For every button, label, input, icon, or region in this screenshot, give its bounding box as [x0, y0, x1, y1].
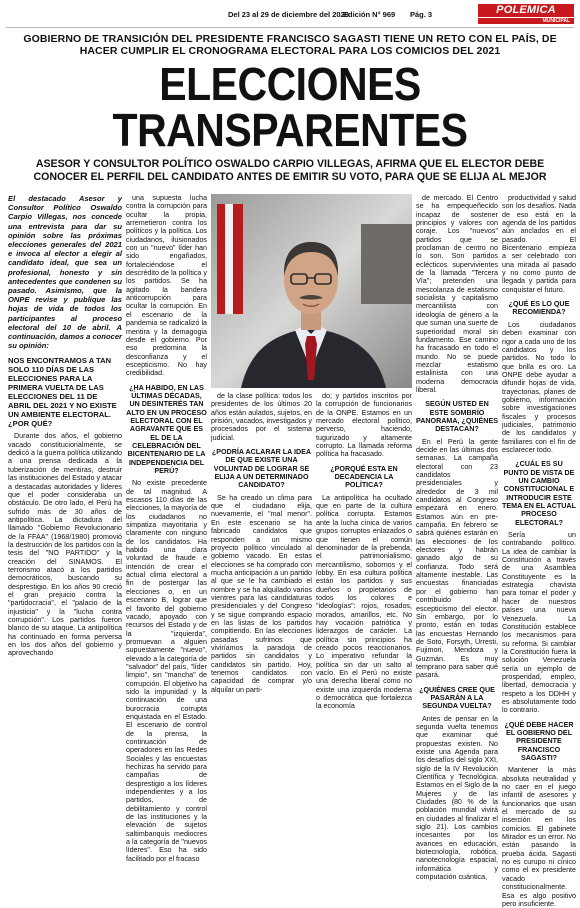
question-heading: ¿QUIÉNES CREE QUE PASARÁN A LA SEGUNDA VUELTA? [419, 685, 495, 711]
article-column-5 [416, 194, 498, 882]
intro-paragraph: El destacado Asesor y Consultor Político Oswaldo Carpio Villegas, nos concede una entrevista para dar su opinión sobre las próximas elecciones generales del 2021 e invoca al elector a elegir al candidato ideal, que sea un profesional, honesto y sin antecedentes que condenen su pasado. Asimismo, que la ONPE revise y publique las hojas de vida de todos los participantes al proceso electoral del 10 de abril. A continuación, damos a conocer su opinión: [8, 194, 122, 351]
kicker-text: GOBIERNO DE TRANSICIÓN DEL PRESIDENTE FRANCISCO SAGASTI TIENE UN RETO CON EL PAÍS, DE HACER CUMPLIR EL CRONOGRAMA ELECTORAL PARA LOS COMICIOS DEL 2021 [23, 33, 557, 57]
article-column-6 [502, 194, 576, 908]
question-heading: SEGÚN USTED EN ESTE SOMBRÍO PANORAMA, ¿QUIÉNES DESTACAN? [416, 400, 498, 434]
answer-paragraph: La antipolítica ha ocultado que en parte de la cultura política corrupta. Estamos ante la lucha cínica de varios grupos corruptos enlazados o que tienen el común denominador de la prebenda, el patrimonialismo, mercantilismo, sobornos y el lobby. En esa cultura política están los partidos y sus dueños o propietarios de todos los colores e "ideologías": rojos, rosados, morados, amarillos, etc. No hay vocación patriótica y liderazgos de carácter. La política sin principios ha creado pocos reaccionarios. Lo imperativo refundar la política sin dar un salto al vacío. En el Perú no existe una derecha liberal como no existe una izquierda moderna o democrática que fortalezca la economía [316, 493, 412, 711]
edition-number: Edición N° 969 [343, 10, 396, 19]
publication-logo [478, 4, 574, 24]
answer-paragraph: Antes de pensar en la segunda vuelta tenemos que examinar qué propuestas existen. No existe una Agenda para los desafíos del siglo XXI, siglo de la IV Revolución Científica y Tecnológica. Estamos en el Siglo de la Mujeres y de las Ciudades (80 % de la población mundial vivirá en ciudades al finalizar el siglo 21). Los cambios incesantes por los avances en educación, biotecnología, robótica, nanotecnología espacial, informática y computación cuántica, [416, 714, 498, 882]
body-paragraph: de la clase política: todos los presidentes de los últimos 20 años están aulados, sujetos, en prisión, vacados, investigados y procesados por el sistema judicial. [211, 392, 312, 442]
headline-line-1: ELECCIONES [159, 58, 421, 111]
page-header [0, 0, 580, 28]
answer-paragraph: Se ha creado un clima para que el ciudadano elija, nuevamente, el "mal menor". En este escenario se ha fabricado candidatos que responden a un mismo proyecto político vinculado al gobierno vacado. En estas elecciones se ha comprado con mucha anticipación a un partido al que se le ha cambiado el nombre y se ha alquilado varios vientres para las candidaturas presidenciales y del Congreso y se sigue comprando espacio en las listas de los partidos compitiendo. En las elecciones pasadas sufrimos que viviríamos la paradoja de partidos sin candidatos y candidatos sin partido. Hoy, tenemos candidatos con capacidad de comprar y/o alquilar un parti- [211, 493, 312, 694]
article-column-2 [126, 194, 207, 863]
answer-paragraph: Sería un contrabando político. La idea de cambiar la Constitución a través de una Asamblea Constituyente es la estrategia chavista para tomar el poder y hacer de nuestros países una nueva Venezuela. La Constitución establece los mecanismos para su reforma. Si cambiar la Constitución fuera la solución Venezuela sería un ejemplo de prosperidad, empleo, libertad, democracia y respeto a los DDHH y es absolutamente todo lo contrario. [502, 531, 576, 715]
portrait-illustration [211, 194, 412, 388]
logo-text: POLEMICA [478, 4, 574, 17]
answer-paragraph: Mantener la más absoluta neutralidad y no caer en el juego infantil de asesores y funcionarios que usan el mercado de su inserción en los comicios. El gabinete Mirador es un error. No están pasando la prueba ácida. Sagasti no es curupo ni cínico como el ex presidente vacado constitucionalmente. Esa es algo positivo pero insuficiente. [502, 766, 576, 908]
logo-subtitle: MUNICIPAL [478, 18, 574, 24]
body-paragraph: productividad y salud son los desafíos. Nada de eso está en la agenda de los partidos aún anclados en el pasado. El Bicentenario empieza a ser celebrado con una mirada al pasado y no como punto de llegada y partida para conquistar el futuro. [502, 194, 576, 294]
question-heading: ¿PORQUÉ ESTA EN DECADENCIA LA POLÍTICA? [330, 464, 398, 490]
question-heading: ¿PODRÍA ACLARAR LA IDEA DE QUE EXISTE UNA VOLUNTAD DE LOGRAR SE ELIJA A UN DETERMINADO CANDIDATO? [211, 448, 312, 490]
body-paragraph: do; y partidos inscritos por la corrupción de funcionarios de la ONPE. Estamos en un mercado electoral político, perverso, haciendo, tugurizado y altamente corrupto. La llamada reforma política ha fracasado. [316, 392, 412, 459]
body-paragraph: de mercado. El Centro se ha empequeñecido incapaz de sostener principios y valores con coraje. Los "nuevos" partidos que se proclaman de centro no lo son. Son partidos eclécticos supervivientes de la llamada "Tercera Vía"; pretenden una mescolanza de estatismo socialista y capitalismo mercantilista con ideología de género a la que suman una suerte de superioridad moral sin fundamento. Ese camino ha fracasado en todo el mundo. No se puede mezclar estatismo estalinista con una moderna democracia liberal. [416, 194, 498, 394]
answer-paragraph: Los ciudadanos deben examinar con rigor a cada uno de los candidatos y los partidos. No todo lo que brilla es oro. La ONPE debe ayudar a difundir hojas de vida, trayectorias, planes de gobierno, información sobre investigaciones fiscales y procesos judiciales, patrimonio de los candidatos y familiares con el fin de esclarecer todo. [502, 320, 576, 454]
question-heading: NOS ENCONTRAMOS A TAN SOLO 110 DÍAS DE LAS ELECCIONES PARA LA PRIMERA VUELTA DE LAS ELECCIONES DEL 11 DE ABRIL DEL 2021 Y NO EXISTE UN AMBIENTE ELECTORAL. ¿POR QUÉ? [8, 356, 117, 429]
answer-paragraph: No existe precedente de tal magnitud. A escasos 110 días de las elecciones, la mayoría de los ciudadanos no simpatiza mayoritaria y claramente con ninguno de los candidatos. Ha habido una clara voluntad de fraude e intención de crear el actual clima electoral a fin de postergar las elecciones o, en un escenario B, lograr que el favorito del gobierno vacado, apoyado con recursos del Estado y de la "izquierda", promuevan a alguien supuestamente "nuevo", elevado a la categoría de "salvador" del país, "líder limpio", sin "mancha" de corrupción. El objetivo ha sido la impunidad y la continuación de una burocracia corrupta enquistada en el Estado. El escenario de control de la prensa, la continuación de operadores en las Redes Sociales y las encuestas hechizas ha servido para campañas de desprestigio a los líderes independientes y a los partidos, de debilitamiento y control de las instituciones y la elevación de sujetos saltimbanquis mediocres a la categoría de "nuevos líderes". Eso ha sido facilitado por el fracaso [126, 479, 207, 863]
article-column-4 [316, 392, 412, 711]
question-heading: ¿CUÁL ES SU PUNTO DE VISTA DE UN CAMBIO CONSTITUCIONAL E INTRODUCIR ESTE TEMA EN EL ACTUAL PROCESO ELECTORAL? [502, 460, 576, 527]
header-divider [6, 27, 574, 28]
question-heading: ¿QUÉ ES LO QUE RECOMIENDA? [508, 300, 570, 317]
article-column-1 [8, 194, 122, 672]
issue-date: Del 23 al 29 de diciembre del 2020 [228, 10, 349, 19]
answer-paragraph: Durante dos años, el gobierno vacado constitucionalmente, se dedicó a la guerra política utilizando a una prensa dedicada a la tuberización de mentiras, destruir las instituciones del Estado y atacar a destacadas autoridades y líderes que el poder consideraba un obstáculo. De otro lado, el Perú ha sufrido más de 30 años de antipolítica. La dictadura del llamado "Gobierno Revolucionario de la FFAA" (1968/1980) promovió la destrucción de los partidos con la tesis del "NO PARTIDO" y la creación del SINAMOS. El terrorismo atacó a los partidos democráticos, buscando su desprestigio. En los años 90 creció el gran prejuicio contra la "partidocracia", el "palacio de la injusticia" y la "lucha contra corrupción". Los partidos fueron blanco de su ataque. La antipolítica ha continuado en forma perversa en los dos años del gobierno y aprovechando [8, 432, 122, 658]
answer-paragraph: En el Perú la gente decide en las últimas dos semanas. La campaña electoral con 23 candidatos presidenciales y alrededor de 3 mil candidatos al Congreso empezará en enero. Estamos aún en pre-campaña. En febrero se sabrá quiénes estarán en las elecciones de los electores y habrán ganado algo de su confianza. Todo será altamente inestable. Las encuestas financiadas por el gobierno han contribuido al escepticismo del elector. Sin embargo, por lo pronto, están en todas las encuestas Hernando de Soto, Forsyth, Urresti, Fujimori, Mendoza y Guzmán. Es muy temprano para saber qué pasará. [416, 437, 498, 680]
interviewee-photo [211, 194, 412, 388]
page-number: Pág. 3 [410, 10, 433, 19]
question-heading: ¿QUÉ DEBE HACER EL GOBIERNO DEL PRESIDENTE FRANCISCO SAGASTI? [504, 720, 574, 762]
deck-subheadline: ASESOR Y CONSULTOR POLÍTICO OSWALDO CARPIO VILLEGAS, AFIRMA QUE EL ELECTOR DEBE CONOCER EL PERFIL DEL CANDIDATO ANTES DE EMITIR SU VOTO, PARA QUE SE ELIJA AL MEJOR [33, 158, 547, 183]
article-column-3 [211, 392, 312, 694]
question-heading: ¿HA HABIDO, EN LAS ÚLTIMAS DÉCADAS, UN DESINTERÉS TAN ALTO EN UN PROCESO ELECTORAL CON EL AGRAVANTE QUE ES EL DE LA CELEBRACIÓN DEL BICENTENARIO DE LA INDEPENDENCIA DEL PERÚ? [126, 383, 207, 475]
headline-line-2: TRANSPARENTES [112, 104, 468, 157]
body-paragraph: una supuesta lucha contra la corrupción para ocultar la propia, arremetieron contra los políticos y la política. Los ciudadanos, ilusionados con un "nuevo" líder han sido engañados, fortaleciéndose el descrédito de la política y los partidos. Se ha agitado la bandera anticorrupción para ocultar la corrupción. En el escenario de la pandemia se radicalizó la mentira y la demagogia desde el gobierno. Por eso predomina la desconfianza y el escepticismo. No hay credibilidad. [126, 194, 207, 378]
